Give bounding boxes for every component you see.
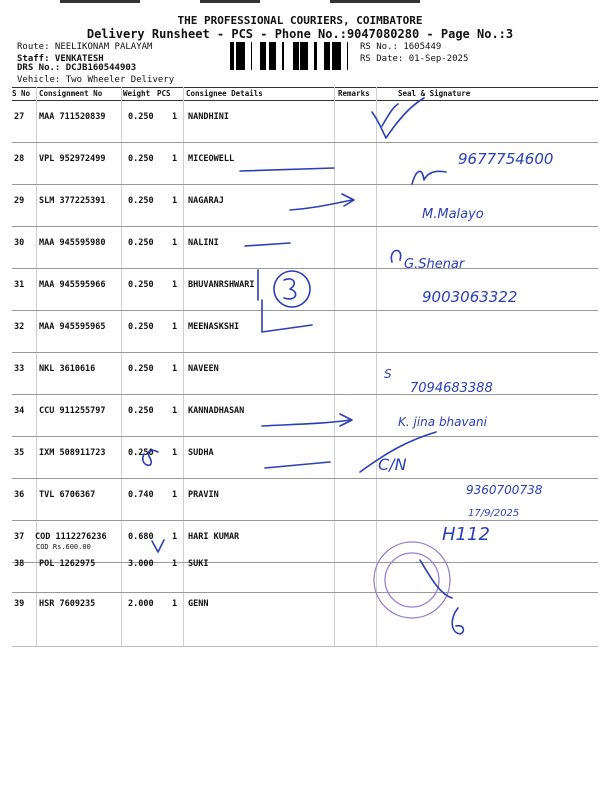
bracket-mark — [245, 243, 312, 332]
handwritten-phone: 9677754600 — [458, 150, 554, 168]
row-pcs: 1 — [172, 599, 178, 609]
col-pcs: PCS — [157, 89, 171, 98]
row-consignee: BHUVANRSHWARI — [188, 280, 255, 290]
handwritten-note: C/N — [378, 455, 407, 474]
row-consignee: NANDHINI — [188, 112, 229, 122]
row-consignee: HARI KUMAR — [188, 532, 240, 542]
row-consignee: NAVEEN — [188, 364, 219, 374]
row-consignee: SUDHA — [188, 448, 214, 458]
signature-stroke — [391, 250, 400, 262]
col-seal: Seal & Signature — [398, 89, 471, 98]
row-consignee: PRAVIN — [188, 490, 219, 500]
handwritten-date: 17/9/2025 — [468, 508, 520, 519]
row-consignment: POL 1262975 — [39, 559, 96, 569]
row-weight: 0.680 — [128, 532, 154, 542]
row-sno: 38 — [14, 559, 25, 569]
row-weight: 0.250 — [128, 448, 154, 458]
row-pcs: 1 — [172, 280, 178, 290]
arrow-icon — [262, 414, 352, 426]
company-title: THE PROFESSIONAL COURIERS, COIMBATORE — [177, 14, 423, 27]
row-consignment: CCU 911255797 — [39, 406, 106, 416]
row-pcs: 1 — [172, 364, 178, 374]
handwritten-phone: 9360700738 — [466, 483, 543, 497]
row-pcs: 1 — [172, 406, 178, 416]
signature-stroke — [240, 168, 334, 171]
row-consignee: NALINI — [188, 238, 219, 248]
row-consignment: SLM 377225391 — [39, 196, 106, 206]
row-consignee: GENN — [188, 599, 209, 609]
row-sno: 32 — [14, 322, 25, 332]
row-weight: 0.250 — [128, 238, 154, 248]
handwritten-phone: 7094683388 — [410, 381, 493, 396]
col-sno: S No — [12, 89, 31, 98]
row-consignee: MEENASKSHI — [188, 322, 240, 332]
handwritten-name: G.Shenar — [404, 257, 465, 272]
signature-stroke — [412, 171, 446, 184]
row-pcs: 1 — [172, 322, 178, 332]
handwritten-name: M.Malayo — [422, 207, 484, 222]
row-sno: 28 — [14, 154, 25, 164]
row-weight: 3.000 — [128, 559, 154, 569]
row-sno: 30 — [14, 238, 25, 248]
handwritten-phone: 9003063322 — [422, 288, 518, 306]
route-label: Route: NEELIKONAM PALAYAM — [17, 42, 153, 52]
col-consignment: Consignment No — [39, 89, 103, 98]
handwritten-signature: H112 — [442, 524, 490, 545]
row-sno: 33 — [14, 364, 25, 374]
handwritten-name: K. jina bhavani — [398, 415, 487, 429]
rs-date-label: RS Date: 01-Sep-2025 — [360, 54, 469, 64]
row-sno: 27 — [14, 112, 25, 122]
signature-stroke — [143, 450, 158, 465]
row-consignment: MAA 711520839 — [39, 112, 106, 122]
row-consignee: NAGARAJ — [188, 196, 224, 206]
row-consignment: MAA 945595965 — [39, 322, 106, 332]
row-pcs: 1 — [172, 559, 178, 569]
row-consignment: VPL 952972499 — [39, 154, 106, 164]
row-consignee: SUKI — [188, 559, 209, 569]
row-sno: 34 — [14, 406, 25, 416]
col-consignee: Consignee Details — [186, 89, 263, 98]
row-weight: 0.250 — [128, 322, 154, 332]
row-weight: 0.250 — [128, 154, 154, 164]
company-seal-inner — [385, 553, 439, 607]
row-consignment: NKL 3610616 — [39, 364, 96, 374]
handwritten-initial: S — [384, 367, 392, 381]
rs-no-label: RS No.: 1605449 — [360, 42, 442, 52]
row-weight: 0.250 — [128, 406, 154, 416]
checkmark-icon — [372, 98, 424, 138]
vehicle-label: Vehicle: Two Wheeler Delivery — [17, 75, 175, 85]
row-sno: 36 — [14, 490, 25, 500]
row-pcs: 1 — [172, 532, 178, 542]
row-pcs: 1 — [172, 238, 178, 248]
row-pcs: 1 — [172, 112, 178, 122]
staff-label: Staff: VENKATESH — [17, 54, 104, 64]
row-consignment: HSR 7609235 — [39, 599, 96, 609]
row-weight: 0.250 — [128, 280, 154, 290]
col-weight: Weight — [123, 89, 151, 98]
drs-label: DRS No.: DCJB160544903 — [17, 63, 137, 73]
row-consignment: MAA 945595966 — [39, 280, 106, 290]
arrow-icon — [290, 194, 354, 210]
col-remarks: Remarks — [338, 89, 370, 98]
row-consignment: COD 1112276236 — [35, 532, 107, 542]
row-sno: 37 — [14, 532, 25, 542]
row-consignment: TVL 6706367 — [39, 490, 96, 500]
digit-three-mark — [284, 279, 296, 299]
checkmark-icon — [152, 540, 164, 552]
cod-amount-note: COD Rs.600.00 — [36, 543, 91, 551]
row-consignee: KANNADHASAN — [188, 406, 245, 416]
row-weight: 0.250 — [128, 196, 154, 206]
row-sno: 39 — [14, 599, 25, 609]
row-consignment: IXM 508911723 — [39, 448, 106, 458]
row-weight: 0.250 — [128, 112, 154, 122]
row-weight: 0.740 — [128, 490, 154, 500]
row-sno: 31 — [14, 280, 25, 290]
row-sno: 35 — [14, 448, 25, 458]
row-weight: 0.250 — [128, 364, 154, 374]
row-consignment: MAA 945595980 — [39, 238, 106, 248]
signature-stroke — [265, 462, 330, 468]
signature-stroke — [452, 608, 463, 634]
runsheet-subtitle: Delivery Runsheet - PCS - Phone No.:9047080280 - Page No.:3 — [86, 27, 514, 41]
row-consignee: MICEOWELL — [188, 154, 235, 164]
row-pcs: 1 — [172, 490, 178, 500]
row-sno: 29 — [14, 196, 25, 206]
row-pcs: 1 — [172, 448, 178, 458]
row-pcs: 1 — [172, 154, 178, 164]
row-pcs: 1 — [172, 196, 178, 206]
row-weight: 2.000 — [128, 599, 154, 609]
